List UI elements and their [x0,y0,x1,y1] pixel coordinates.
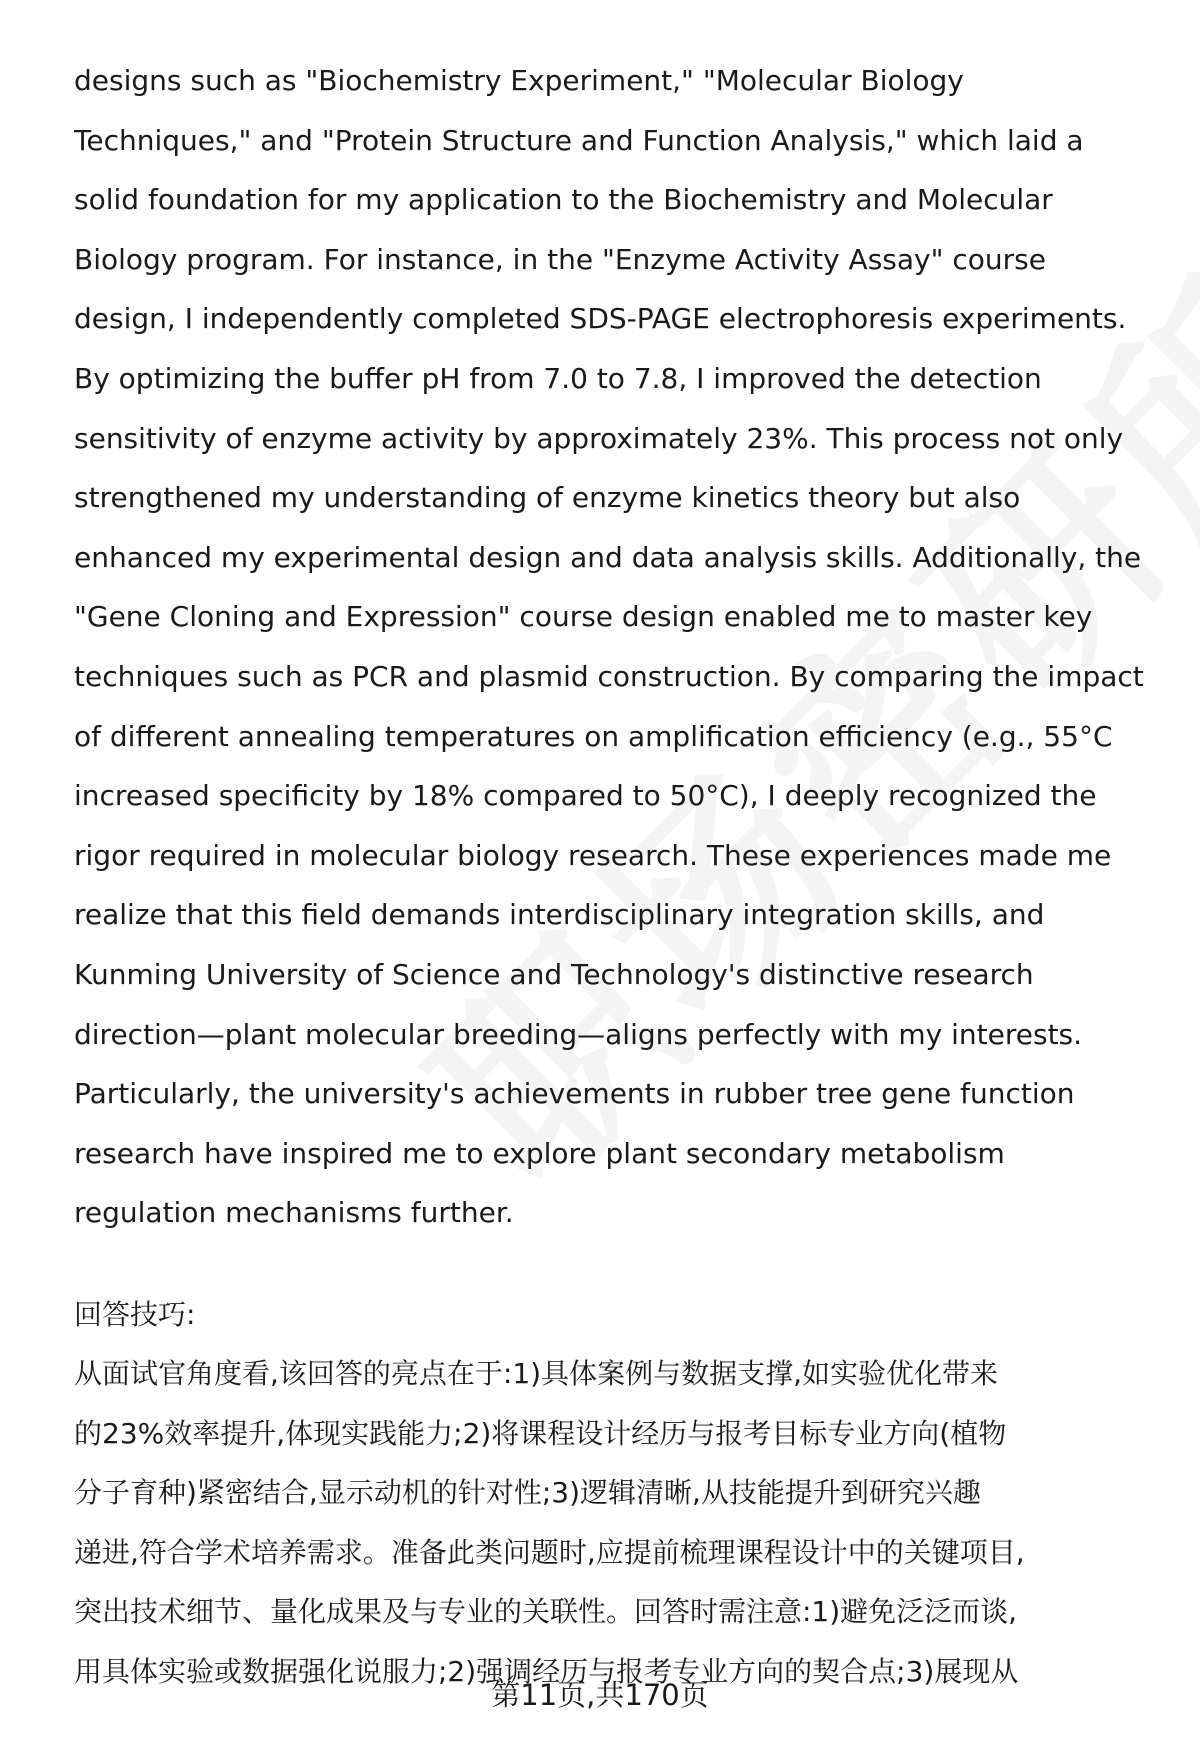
document-page [74,51,1164,1701]
paragraph-line: "Gene Cloning and Expression" course design enabled me to master key [74,600,1093,634]
paragraph-line: By optimizing the buffer pH from 7.0 to 7.8, I improved the detection [74,361,1042,395]
paragraph-line: of different annealing temperatures on amplification efficiency (e.g., 55°C [74,719,1113,753]
paragraph-line: Techniques," and "Protein Structure and Function Analysis," which laid a [74,123,1084,157]
tips-line: 分子育种)紧密结合,显示动机的针对性;3)逻辑清晰,从技能提升到研究兴趣 [74,1476,981,1510]
tips-line: 突出技术细节、量化成果及与专业的关联性。回答时需注意:1)避免泛泛而谈, [74,1595,1018,1629]
paragraph-line: sensitivity of enzyme activity by approximately 23%. This process not only [74,421,1124,455]
paragraph-line: rigor required in molecular biology research. These experiences made me [74,838,1112,872]
tips-heading: 回答技巧: [74,1297,196,1331]
paragraph-line: regulation mechanisms further. [74,1196,514,1230]
paragraph-line: direction—plant molecular breeding—aligns perfectly with my interests. [74,1017,1083,1051]
paragraph-line: techniques such as PCR and plasmid construction. By comparing the impact [74,659,1144,693]
paragraph-line: designs such as "Biochemistry Experiment," "Molecular Biology [74,64,964,97]
paragraph-line: Biology program. For instance, in the "Enzyme Activity Assay" course [74,242,1046,276]
paragraph-line: enhanced my experimental design and data analysis skills. Additionally, the [74,540,1142,574]
paragraph-line: research have inspired me to explore plant secondary metabolism [74,1136,1005,1170]
tips-line: 从面试官角度看,该回答的亮点在于:1)具体案例与数据支撑,如实验优化带来 [74,1357,998,1391]
paragraph-line: Particularly, the university's achievements in rubber tree gene function [74,1077,1075,1111]
tips-section [74,1285,1164,1702]
page-number: 第11页,共170页 [491,1678,709,1712]
tips-line: 递进,符合学术培养需求。准备此类问题时,应提前梳理课程设计中的关键项目, [74,1535,1025,1569]
body-paragraph [74,51,1164,1243]
tips-line: 用具体实验或数据强化说服力;2)强调经历与报考专业方向的契合点;3)展现从 [74,1654,1019,1688]
paragraph-line: increased specificity by 18% compared to 50°C), I deeply recognized the [74,779,1097,813]
paragraph-line: Kunming University of Science and Technology's distinctive research [74,957,1034,991]
tips-line: 的23%效率提升,体现实践能力;2)将课程设计经历与报考目标专业方向(植物 [74,1416,1007,1450]
section-gap [74,1243,1164,1285]
paragraph-line: solid foundation for my application to the Biochemistry and Molecular [74,183,1053,217]
paragraph-line: realize that this field demands interdisciplinary integration skills, and [74,898,1045,932]
paragraph-line: strengthened my understanding of enzyme kinetics theory but also [74,481,1021,515]
paragraph-line: design, I independently completed SDS-PAGE electrophoresis experiments. [74,302,1127,336]
